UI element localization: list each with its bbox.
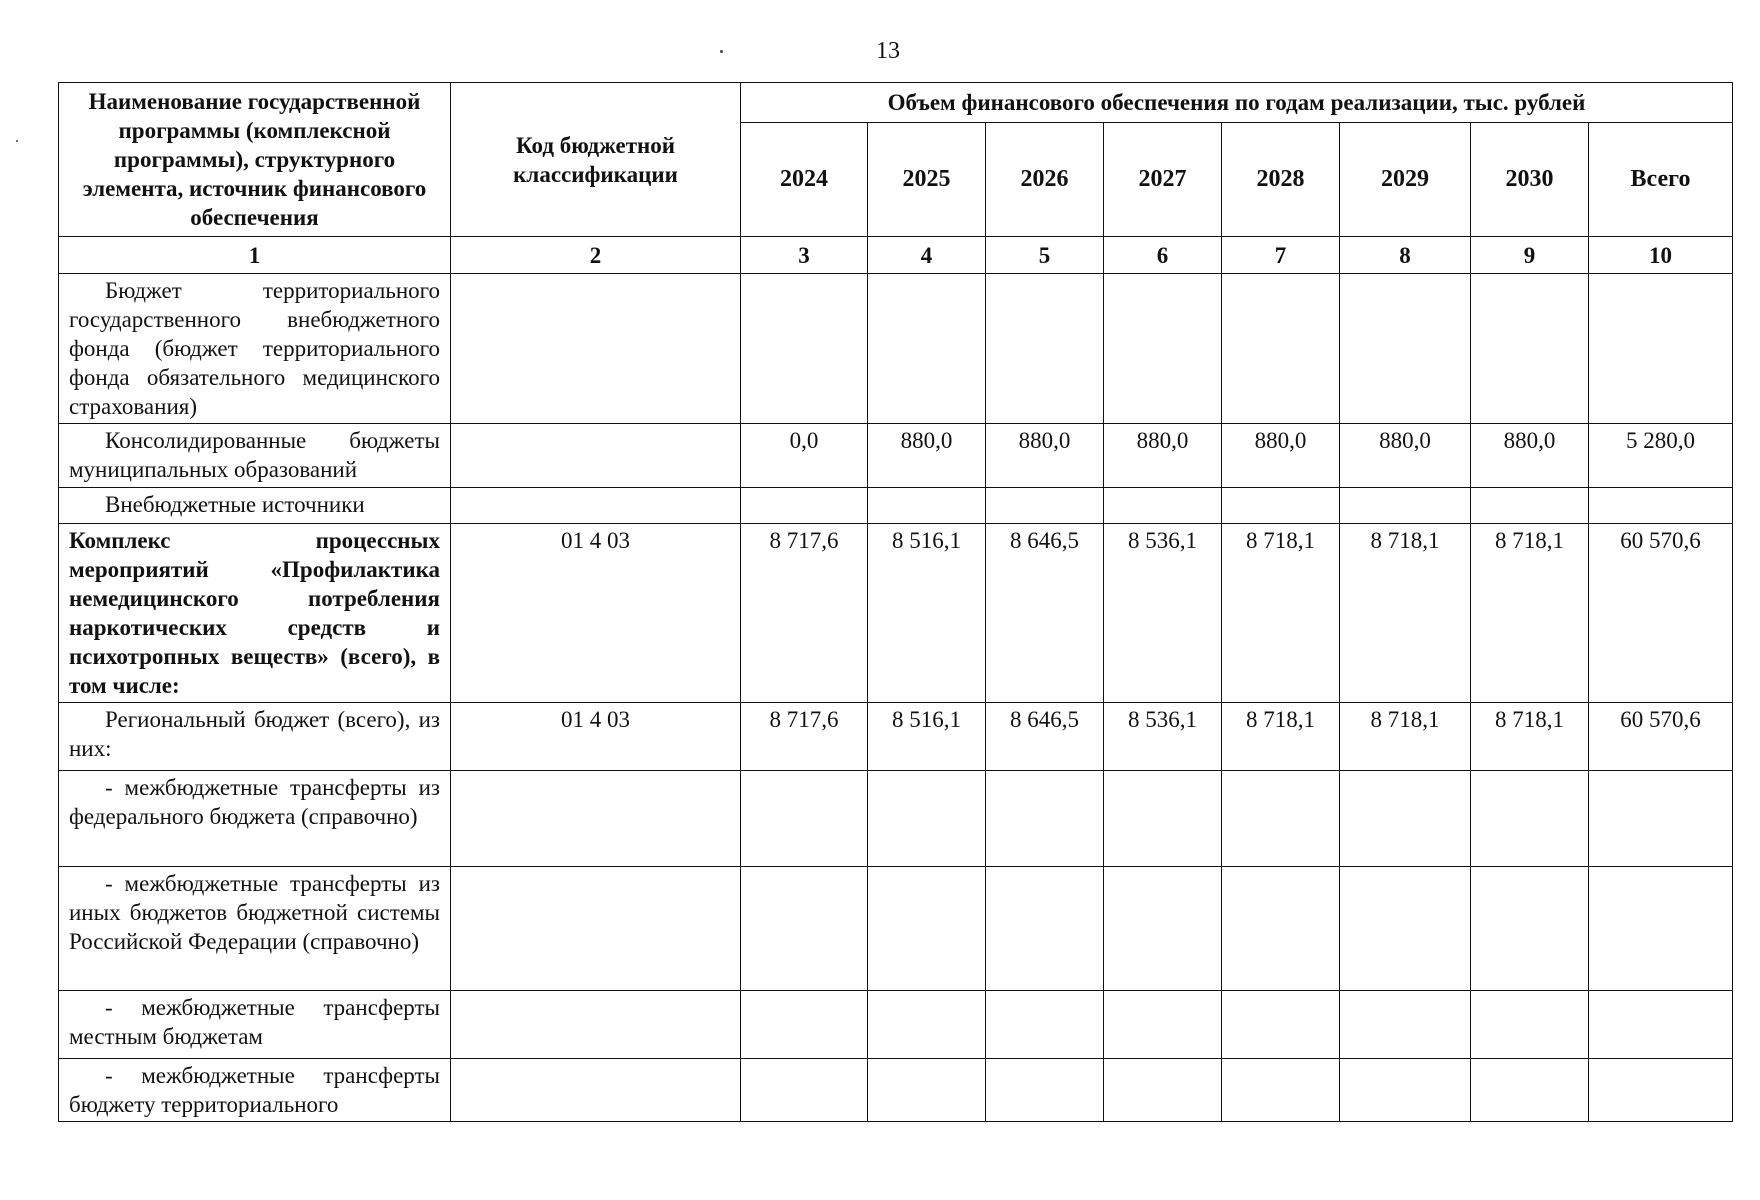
column-number: 8 (1340, 237, 1471, 274)
row-value: 880,0 (986, 424, 1104, 488)
column-number: 10 (1589, 237, 1733, 274)
row-value (741, 274, 868, 424)
row-value: 8 646,5 (986, 524, 1104, 703)
row-value (986, 274, 1104, 424)
row-code (451, 488, 741, 524)
row-value (1222, 991, 1340, 1059)
row-value (986, 991, 1104, 1059)
row-value (986, 1059, 1104, 1122)
row-value: 8 536,1 (1104, 524, 1222, 703)
row-value (1471, 1059, 1589, 1122)
header-year: 2030 (1471, 123, 1589, 237)
row-value: 0,0 (741, 424, 868, 488)
row-total (1589, 771, 1733, 867)
row-value (1104, 488, 1222, 524)
row-value: 8 717,6 (741, 703, 868, 771)
row-total (1589, 1059, 1733, 1122)
row-value: 8 718,1 (1471, 524, 1589, 703)
row-total (1589, 867, 1733, 991)
row-value: 8 646,5 (986, 703, 1104, 771)
table-row (59, 488, 1733, 524)
row-value (868, 274, 986, 424)
row-value (868, 991, 986, 1059)
row-value (741, 488, 868, 524)
row-value (1471, 771, 1589, 867)
table-row (59, 274, 1733, 424)
row-total (1589, 488, 1733, 524)
row-name: - межбюджетные трансферты местным бюджетам (59, 991, 451, 1059)
row-value: 8 718,1 (1222, 703, 1340, 771)
table-row (59, 771, 1733, 867)
row-value: 8 717,6 (741, 524, 868, 703)
row-value (1104, 771, 1222, 867)
header-year: 2027 (1104, 123, 1222, 237)
row-total: 60 570,6 (1589, 524, 1733, 703)
row-name: Бюджет территориального государственного внебюджетного фонда (бюджет территориального фонда обязательного медицинского страхования) (59, 274, 451, 424)
row-value (741, 1059, 868, 1122)
page-number: 13 (876, 38, 900, 64)
row-value (1222, 867, 1340, 991)
row-value (868, 771, 986, 867)
row-value (986, 867, 1104, 991)
header-year: 2029 (1340, 123, 1471, 237)
header-name-column: Наименование государственной программы (комплексной программы), структурного элемента, источник финансового обеспечения (59, 83, 451, 237)
scan-speck (16, 140, 18, 142)
row-value (1340, 991, 1471, 1059)
column-number: 3 (741, 237, 868, 274)
row-value: 880,0 (1471, 424, 1589, 488)
column-number: 4 (868, 237, 986, 274)
header-year: 2026 (986, 123, 1104, 237)
header-year: 2028 (1222, 123, 1340, 237)
table-row (59, 1059, 1733, 1122)
row-value (1104, 867, 1222, 991)
header-year: 2024 (741, 123, 868, 237)
row-value (1340, 867, 1471, 991)
row-value (1222, 274, 1340, 424)
row-value: 8 516,1 (868, 524, 986, 703)
table-row (59, 424, 1733, 488)
row-value (741, 867, 868, 991)
row-code (451, 991, 741, 1059)
row-value (868, 1059, 986, 1122)
row-code: 01 4 03 (451, 703, 741, 771)
column-number: 5 (986, 237, 1104, 274)
row-name: Внебюджетные источники (59, 488, 451, 524)
row-value (1222, 488, 1340, 524)
row-value (986, 771, 1104, 867)
row-value (1104, 274, 1222, 424)
header-code-column: Код бюджетной классификации (451, 83, 741, 237)
row-value: 880,0 (868, 424, 986, 488)
header-volume-column: Объем финансового обеспечения по годам реализации, тыс. рублей (741, 83, 1733, 123)
row-code (451, 424, 741, 488)
row-value (986, 488, 1104, 524)
row-value: 8 718,1 (1471, 703, 1589, 771)
row-name: - межбюджетные трансферты из иных бюджетов бюджетной системы Российской Федерации (справочно) (59, 867, 451, 991)
row-value (1222, 771, 1340, 867)
row-value (1471, 488, 1589, 524)
column-number: 6 (1104, 237, 1222, 274)
row-value: 8 536,1 (1104, 703, 1222, 771)
table-row (59, 867, 1733, 991)
row-value (1471, 274, 1589, 424)
row-value (741, 991, 868, 1059)
row-name: Региональный бюджет (всего), из них: (59, 703, 451, 771)
row-value (1471, 991, 1589, 1059)
row-name: - межбюджетные трансферты из федерального бюджета (справочно) (59, 771, 451, 867)
row-value: 880,0 (1104, 424, 1222, 488)
row-value: 8 718,1 (1340, 524, 1471, 703)
row-name: Консолидированные бюджеты муниципальных образований (59, 424, 451, 488)
column-number: 2 (451, 237, 741, 274)
row-value (868, 867, 986, 991)
row-name: - межбюджетные трансферты бюджету территориального (59, 1059, 451, 1122)
row-value (1104, 991, 1222, 1059)
row-code (451, 1059, 741, 1122)
row-value (868, 488, 986, 524)
row-value (1340, 488, 1471, 524)
table-row (59, 991, 1733, 1059)
row-value: 880,0 (1222, 424, 1340, 488)
scan-speck (720, 50, 723, 53)
row-total: 5 280,0 (1589, 424, 1733, 488)
row-value (741, 771, 868, 867)
financing-table (58, 82, 1733, 1122)
row-value: 880,0 (1340, 424, 1471, 488)
table-row (59, 524, 1733, 703)
header-year: 2025 (868, 123, 986, 237)
table-row (59, 703, 1733, 771)
column-number: 1 (59, 237, 451, 274)
row-total: 60 570,6 (1589, 703, 1733, 771)
row-value (1471, 867, 1589, 991)
row-value: 8 516,1 (868, 703, 986, 771)
column-number: 7 (1222, 237, 1340, 274)
row-value (1340, 771, 1471, 867)
header-total: Всего (1589, 123, 1733, 237)
row-code (451, 867, 741, 991)
row-total (1589, 274, 1733, 424)
column-number: 9 (1471, 237, 1589, 274)
row-value (1340, 1059, 1471, 1122)
row-value (1340, 274, 1471, 424)
row-value (1104, 1059, 1222, 1122)
row-value (1222, 1059, 1340, 1122)
row-total (1589, 991, 1733, 1059)
row-code (451, 771, 741, 867)
row-code (451, 274, 741, 424)
row-code: 01 4 03 (451, 524, 741, 703)
row-name: Комплекс процессных мероприятий «Профилактика немедицинского потребления наркотических средств и психотропных веществ» (всего), в том числе: (59, 524, 451, 703)
row-value: 8 718,1 (1340, 703, 1471, 771)
row-value: 8 718,1 (1222, 524, 1340, 703)
